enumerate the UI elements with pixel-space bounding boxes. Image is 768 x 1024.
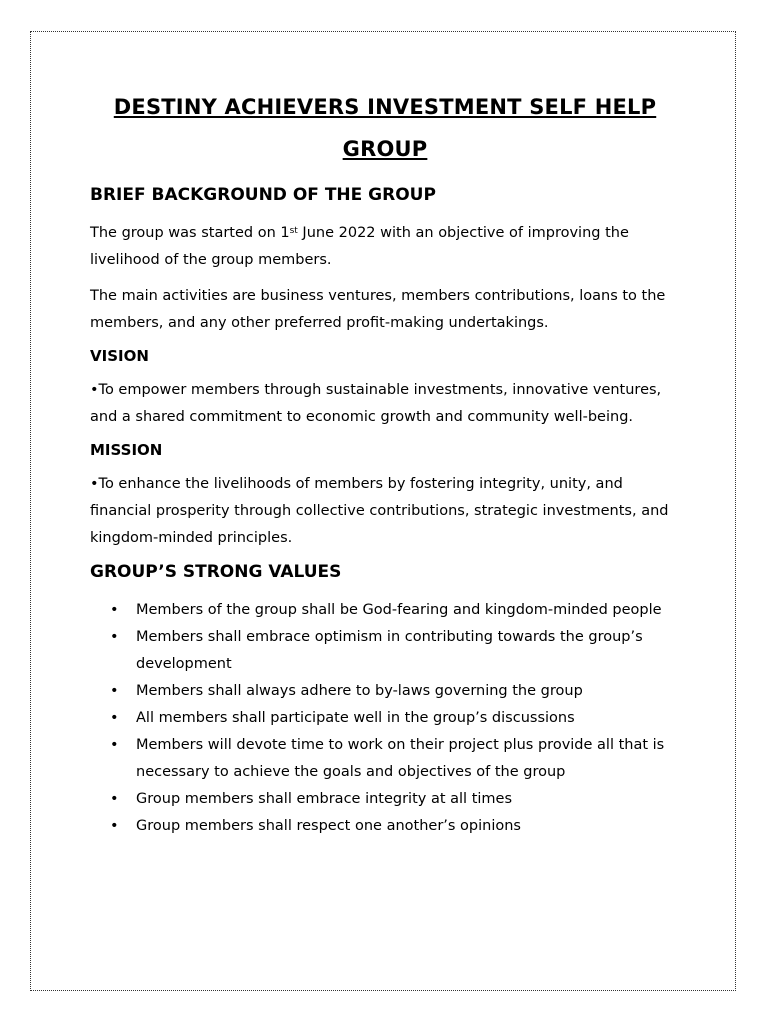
bullet-icon: • [110,737,119,753]
bullet-icon: • [110,683,119,699]
values-list-item [90,597,680,624]
values-list-item [90,732,680,786]
vision-heading: VISION [90,347,149,365]
vision-text: •To empower members through sustainable investments, innovative ventures, and a shared commitment to economic growth and community well-being. [90,382,662,425]
bullet-icon: • [110,602,119,618]
values-heading: GROUP’S STRONG VALUES [90,562,342,582]
mission-heading: MISSION [90,441,163,459]
document-title: DESTINY ACHIEVERS INVESTMENT SELF HELP GROUP [113,95,657,161]
values-list [90,597,680,840]
ordinal-suffix: st [289,226,298,236]
value-text: Members shall always adhere to by-laws governing the group [136,683,583,699]
values-list-item [90,678,680,705]
values-list-item [90,705,680,732]
background-paragraph-1-end: June 2022 with an objective of improving the livelihood of the group members. [90,225,629,268]
values-list-item [90,624,680,678]
bullet-icon: • [110,629,119,645]
background-heading: BRIEF BACKGROUND OF THE GROUP [90,185,436,205]
background-paragraph-1 [90,220,680,274]
bullet-icon: • [110,818,119,834]
background-paragraph-1-start: The group was started on 1 [90,225,290,241]
values-list-item [90,786,680,813]
value-text: Members shall embrace optimism in contributing towards the group’s development [136,629,643,672]
value-text: All members shall participate well in the group’s discussions [136,710,575,726]
value-text: Members of the group shall be God-fearing and kingdom-minded people [136,602,662,618]
bullet-icon: • [110,710,119,726]
value-text: Group members shall respect one another’s opinions [136,818,521,834]
value-text: Group members shall embrace integrity at all times [136,791,513,807]
bullet-icon: • [110,791,119,807]
values-list-item [90,813,680,840]
background-paragraph-2: The main activities are business ventures, members contributions, loans to the members, and any other preferred profit-making undertakings. [90,288,666,331]
document-body [90,86,680,840]
value-text: Members will devote time to work on their project plus provide all that is necessary to achieve the goals and objectives of the group [136,737,665,780]
mission-text: •To enhance the livelihoods of members by fostering integrity, unity, and financial prosperity through collective contributions, strategic investments, and kingdom-minded principles. [90,476,669,546]
